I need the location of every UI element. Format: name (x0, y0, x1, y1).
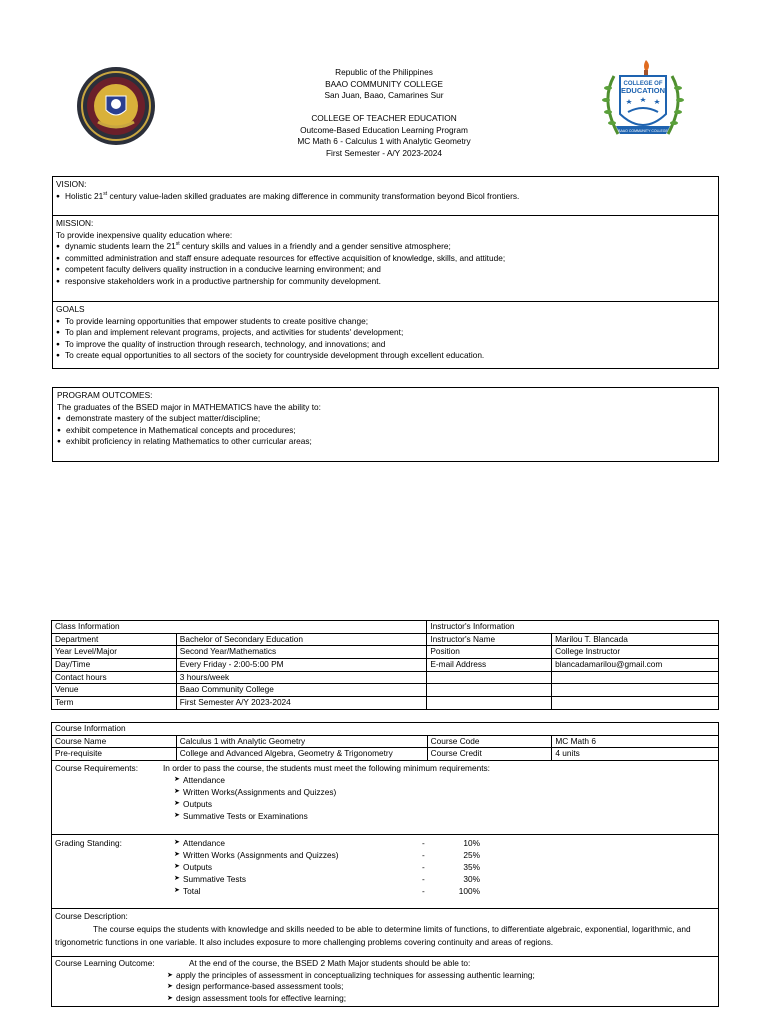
requirement-item: ➤ Attendance (174, 774, 715, 786)
grading-standing-cell (52, 835, 719, 909)
course-description-text: The course equips the students with knowledge and skills needed to be able to determine limits of functions, to differentiate algebraic, exponential, logarithmic, and trigonometric functions in one variable. It also includes exposure to more challenging problems covering continuity and areas of regions. (55, 924, 691, 948)
mission-section (53, 215, 718, 301)
mission-item: ● competent faculty delivers quality instruction in a conducive learning environment; and (56, 264, 714, 276)
program-outcome-item: ● exhibit proficiency in relating Mathematics to other curricular areas; (57, 436, 714, 448)
instructor-info-key (427, 671, 552, 684)
table-row (52, 659, 719, 672)
program-outcomes-box (52, 387, 719, 462)
course-requirements-cell (52, 761, 719, 835)
goals-label: GOALS (56, 304, 85, 314)
instructor-info-key (427, 684, 552, 697)
requirement-item: ➤ Summative Tests or Examinations (174, 810, 715, 822)
instructor-info-value (552, 684, 719, 697)
learning-outcome-item: ➤ apply the principles of assessment in conceptualizing techniques for assessing authentic learning; (167, 970, 715, 982)
table-row (52, 633, 719, 646)
learning-outcome-item: ➤ design assessment tools for effective learning; (167, 993, 715, 1005)
table-row (52, 621, 719, 634)
course-requirements-label: Course Requirements: (55, 763, 139, 774)
mission-item: ● committed administration and staff ensure adequate resources for effective acquisition of knowledge, skills, and attitude; (56, 253, 714, 265)
mission-first-post: century skills and values in a friendly and a gender sensitive atmosphere; (179, 241, 451, 252)
grading-total (174, 885, 504, 897)
table-row (52, 761, 719, 835)
mission-first-pre: dynamic students learn the 21 (65, 241, 176, 252)
class-info-key: Contact hours (52, 671, 177, 684)
vision-sup: st (103, 190, 108, 197)
header-line-program: Outcome-Based Education Learning Program (300, 124, 468, 135)
vision-text-post: century value-laden skilled graduates are making difference in community transformation beyond Bicol frontiers. (107, 190, 520, 201)
grading-item (174, 873, 504, 885)
grading-item-name: ➤ Total (174, 885, 422, 897)
table-row (52, 697, 719, 710)
instructor-info-value (552, 697, 719, 710)
goal-item: ● To plan and implement relevant programs, projects, and activities for students' development; (56, 327, 714, 339)
instructor-info-value: College Instructor (552, 646, 719, 659)
mission-label: MISSION: (56, 218, 94, 228)
grading-item-dash: - (422, 862, 425, 873)
course-info-key: Course Code (427, 735, 552, 748)
header-line-college: BAAO COMMUNITY COLLEGE (325, 78, 443, 89)
instructor-info-key: Position (427, 646, 552, 659)
table-row (52, 723, 719, 736)
grading-item-dash: - (422, 886, 425, 897)
grading-item-percent: 25% (463, 850, 480, 861)
class-info-value: 3 hours/week (176, 671, 427, 684)
requirement-item: ➤ Written Works(Assignments and Quizzes) (174, 786, 715, 798)
grading-item-percent: 10% (463, 838, 480, 849)
grading-item-percent: 30% (463, 874, 480, 885)
logo-top-text: COLLEGE OF (623, 81, 663, 87)
grading-item (174, 849, 504, 861)
learning-outcome-item: ➤ design performance-based assessment tools; (167, 981, 715, 993)
grading-item-name: ➤ Summative Tests (174, 873, 422, 885)
header-line-course: MC Math 6 - Calculus 1 with Analytic Geometry (297, 136, 471, 146)
mission-intro: To provide inexpensive quality education where: (56, 229, 233, 240)
program-outcomes-label: PROGRAM OUTCOMES: (57, 390, 153, 400)
vision-section (53, 177, 718, 215)
course-info-key: Pre-requisite (52, 748, 177, 761)
goals-section (53, 301, 718, 365)
grading-item-dash: - (422, 838, 425, 849)
course-info-value: MC Math 6 (552, 735, 719, 748)
class-info-value: Baao Community College (176, 684, 427, 697)
table-row (52, 646, 719, 659)
class-info-key: Day/Time (52, 659, 177, 672)
class-information-table (51, 620, 719, 710)
mission-first-sup: st (175, 241, 180, 248)
vision-label: VISION: (56, 179, 87, 189)
class-info-value: Second Year/Mathematics (176, 646, 427, 659)
instructor-info-key (427, 697, 552, 710)
instructor-info-value: Marilou T. Blancada (552, 633, 719, 646)
vision-item (56, 191, 714, 203)
course-info-value: College and Advanced Algebra, Geometry & Trigonometry (176, 748, 427, 761)
table-row (52, 671, 719, 684)
course-description-label: Course Description: (55, 911, 128, 922)
mission-item: ● responsive stakeholders work in a productive partnership for community development. (56, 276, 714, 288)
grading-item-name: ➤ Outputs (174, 861, 422, 873)
header-line-republic: Republic of the Philippines (335, 67, 433, 77)
grading-item-percent: 35% (463, 862, 480, 873)
course-info-key: Course Credit (427, 748, 552, 761)
table-row (52, 735, 719, 748)
grading-item-dash: - (422, 850, 425, 861)
program-outcome-item: ● demonstrate mastery of the subject matter/discipline; (57, 413, 714, 425)
course-info-key: Course Name (52, 735, 177, 748)
grading-standing-label: Grading Standing: (55, 838, 122, 849)
college-of-education-logo (596, 56, 690, 146)
instructor-email-link[interactable]: blancadamarilou@gmail.com (552, 659, 719, 672)
course-info-value: Calculus 1 with Analytic Geometry (176, 735, 427, 748)
class-info-key: Year Level/Major (52, 646, 177, 659)
class-info-key: Term (52, 697, 177, 710)
goal-item: ● To create equal opportunities to all sectors of the society for countryside development through excellent education. (56, 350, 714, 362)
class-info-value: First Semester A/Y 2023-2024 (176, 697, 427, 710)
course-learning-outcome-cell (52, 957, 719, 1007)
course-information-header: Course Information (52, 723, 719, 736)
course-description-cell (52, 909, 719, 957)
instructor-info-value (552, 671, 719, 684)
class-information-header: Class Information (52, 621, 427, 634)
logo-main-text: EDUCATION (620, 86, 666, 95)
course-requirements-intro: In order to pass the course, the students must meet the following minimum requirements: (163, 763, 490, 774)
instructor-info-key: Instructor's Name (427, 633, 552, 646)
class-info-value: Every Friday - 2:00-5:00 PM (176, 659, 427, 672)
goal-item: ● To improve the quality of instruction through research, technology, and innovations; and (56, 339, 714, 351)
grading-item (174, 837, 504, 849)
class-info-key: Venue (52, 684, 177, 697)
course-info-value: 4 units (552, 748, 719, 761)
vision-mission-goals-box (52, 176, 719, 369)
program-outcome-item: ● exhibit competence in Mathematical concepts and procedures; (57, 425, 714, 437)
table-row (52, 748, 719, 761)
requirement-item: ➤ Outputs (174, 798, 715, 810)
instructor-information-header: Instructor's Information (427, 621, 719, 634)
program-outcomes-section (53, 388, 718, 451)
table-row (52, 835, 719, 909)
table-row (52, 909, 719, 957)
course-information-table (51, 722, 719, 1007)
header-line-address: San Juan, Baao, Camarines Sur (324, 90, 444, 100)
class-info-value: Bachelor of Secondary Education (176, 633, 427, 646)
course-learning-outcome-intro: At the end of the course, the BSED 2 Math Major students should be able to: (189, 958, 471, 969)
class-info-key: Department (52, 633, 177, 646)
course-learning-outcome-label: Course Learning Outcome: (55, 958, 155, 969)
mission-item (56, 241, 714, 253)
header-line-semester: First Semester - A/Y 2023-2024 (325, 147, 443, 158)
table-row (52, 957, 719, 1007)
grading-item-name: ➤ Written Works (Assignments and Quizzes) (174, 849, 422, 861)
table-row (52, 684, 719, 697)
logo-ribbon-text: BAAO COMMUNITY COLLEGE (618, 129, 668, 133)
instructor-info-key: E-mail Address (427, 659, 552, 672)
grading-item (174, 861, 504, 873)
grading-item-name: ➤ Attendance (174, 837, 422, 849)
grading-item-percent: 100% (458, 886, 480, 897)
goal-item: ● To provide learning opportunities that empower students to create positive change; (56, 316, 714, 328)
program-outcomes-intro: The graduates of the BSED major in MATHEMATICS have the ability to: (57, 401, 321, 412)
header-line-department: COLLEGE OF TEACHER EDUCATION (311, 113, 457, 123)
grading-item-dash: - (422, 874, 425, 885)
vision-text-pre: Holistic 21 (65, 190, 104, 201)
